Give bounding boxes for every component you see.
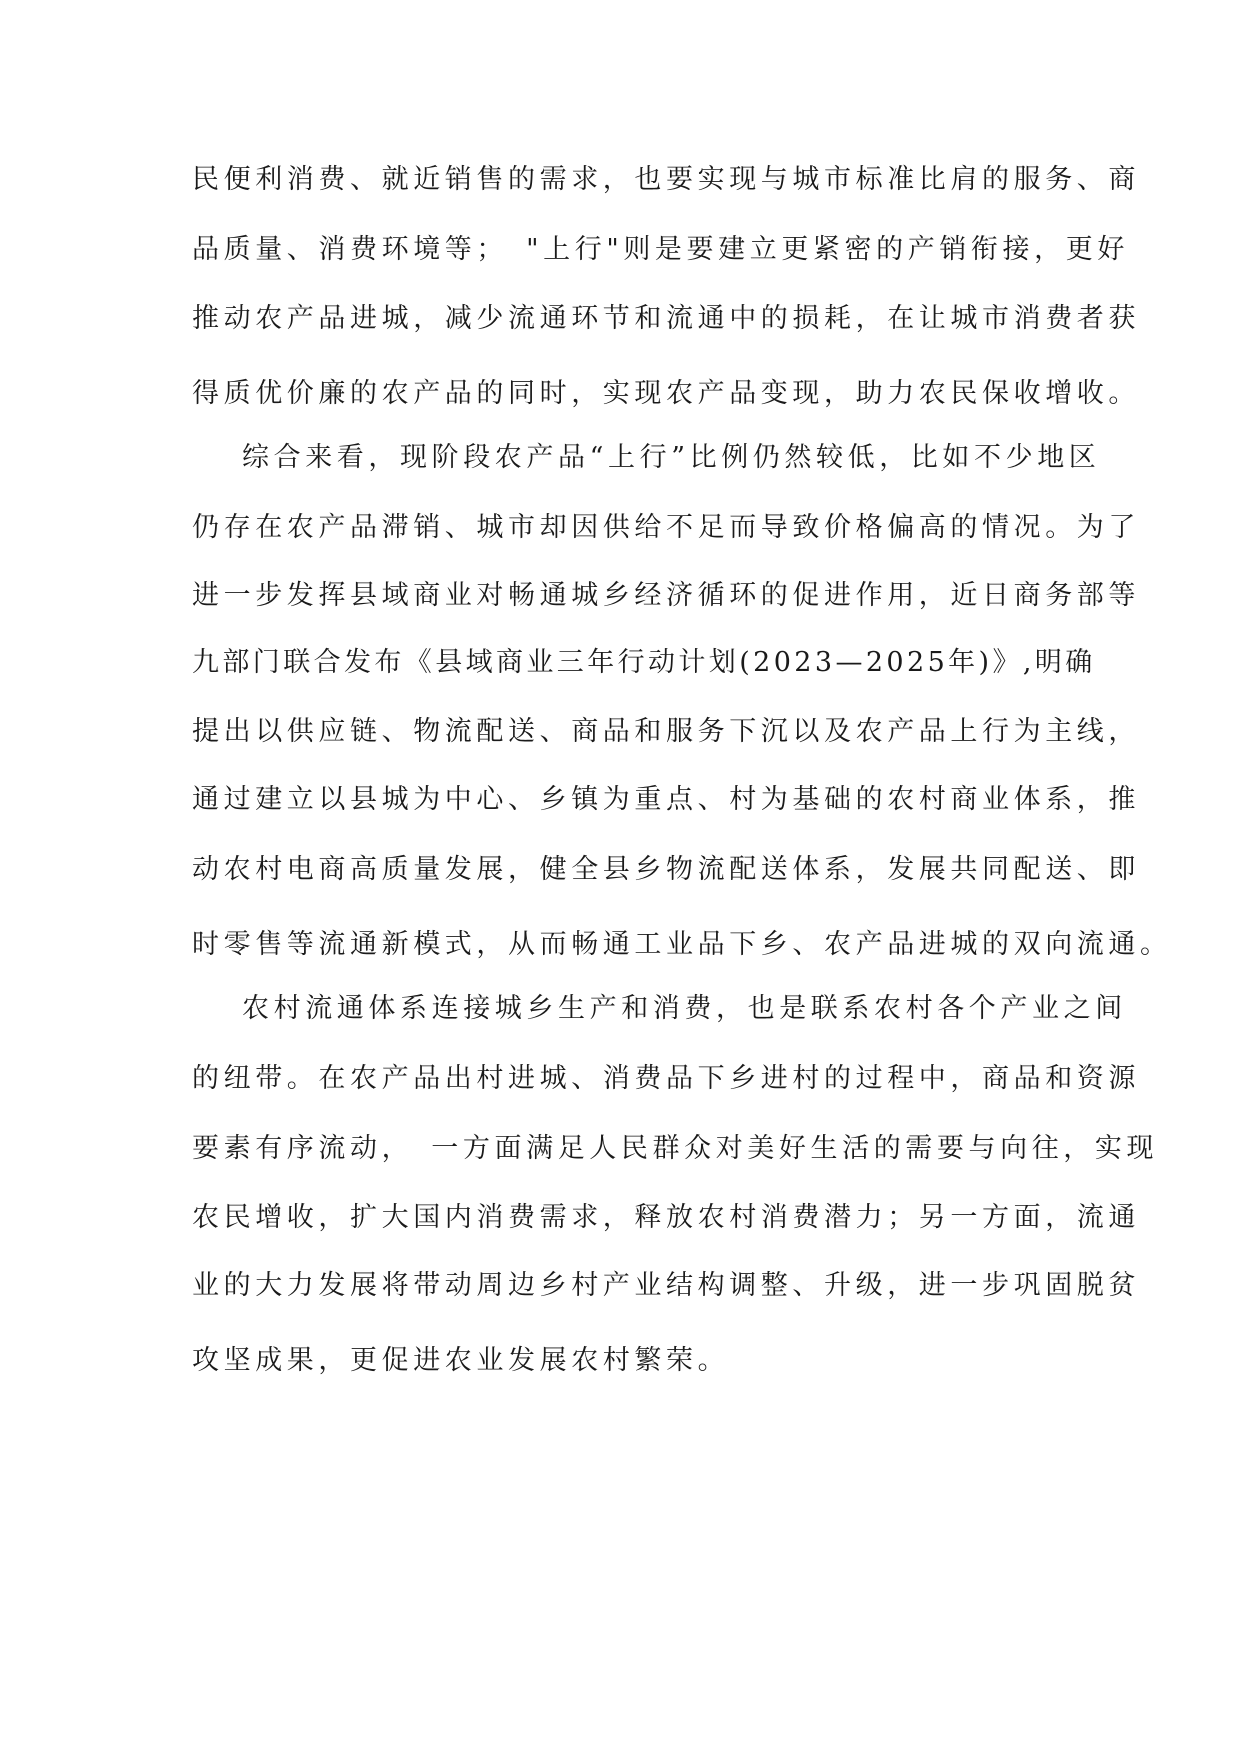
text-line-7: 进一步发挥县域商业对畅通城乡经济循环的促进作用，近日商务部等 [192,580,1140,611]
text-line-6: 仍存在农产品滞销、城市却因供给不足而导致价格偏高的情况。为了 [192,512,1140,543]
text-line-16: 农民增收，扩大国内消费需求，释放农村消费潜力；另一方面，流通 [192,1202,1140,1233]
text-line-12: 时零售等流通新模式，从而畅通工业品下乡、农产品进城的双向流通。 [192,929,1172,960]
text-line-17: 业的大力发展将带动周边乡村产业结构调整、升级，进一步巩固脱贫 [192,1270,1140,1301]
text-line-8: 九部门联合发布《县域商业三年行动计划(2023—2025年)》,明确 [192,647,1096,678]
paragraph-start-2: 综合来看，现阶段农产品“上行”比例仍然较低，比如不少地区 [242,442,1101,473]
text-line-10: 通过建立以县城为中心、乡镇为重点、村为基础的农村商业体系，推 [192,784,1140,815]
text-line-18: 攻坚成果，更促进农业发展农村繁荣。 [192,1345,730,1376]
text-line-4: 得质优价廉的农产品的同时，实现农产品变现，助力农民保收增收。 [192,378,1140,409]
text-line-11: 动农村电商高质量发展，健全县乡物流配送体系，发展共同配送、即 [192,854,1140,885]
text-line-3: 推动农产品进城，减少流通环节和流通中的损耗，在让城市消费者获 [192,303,1140,334]
text-line-9: 提出以供应链、物流配送、商品和服务下沉以及农产品上行为主线， [192,716,1140,747]
text-line-15: 要素有序流动， 一方面满足人民群众对美好生活的需要与向往，实现 [192,1133,1159,1164]
text-line-1: 民便利消费、就近销售的需求，也要实现与城市标准比肩的服务、商 [192,164,1140,195]
text-line-2: 品质量、消费环境等； "上行"则是要建立更紧密的产销衔接，更好 [192,234,1129,265]
paragraph-start-3: 农村流通体系连接城乡生产和消费，也是联系农村各个产业之间 [242,993,1127,1024]
text-line-14: 的纽带。在农产品出村进城、消费品下乡进村的过程中，商品和资源 [192,1063,1140,1094]
